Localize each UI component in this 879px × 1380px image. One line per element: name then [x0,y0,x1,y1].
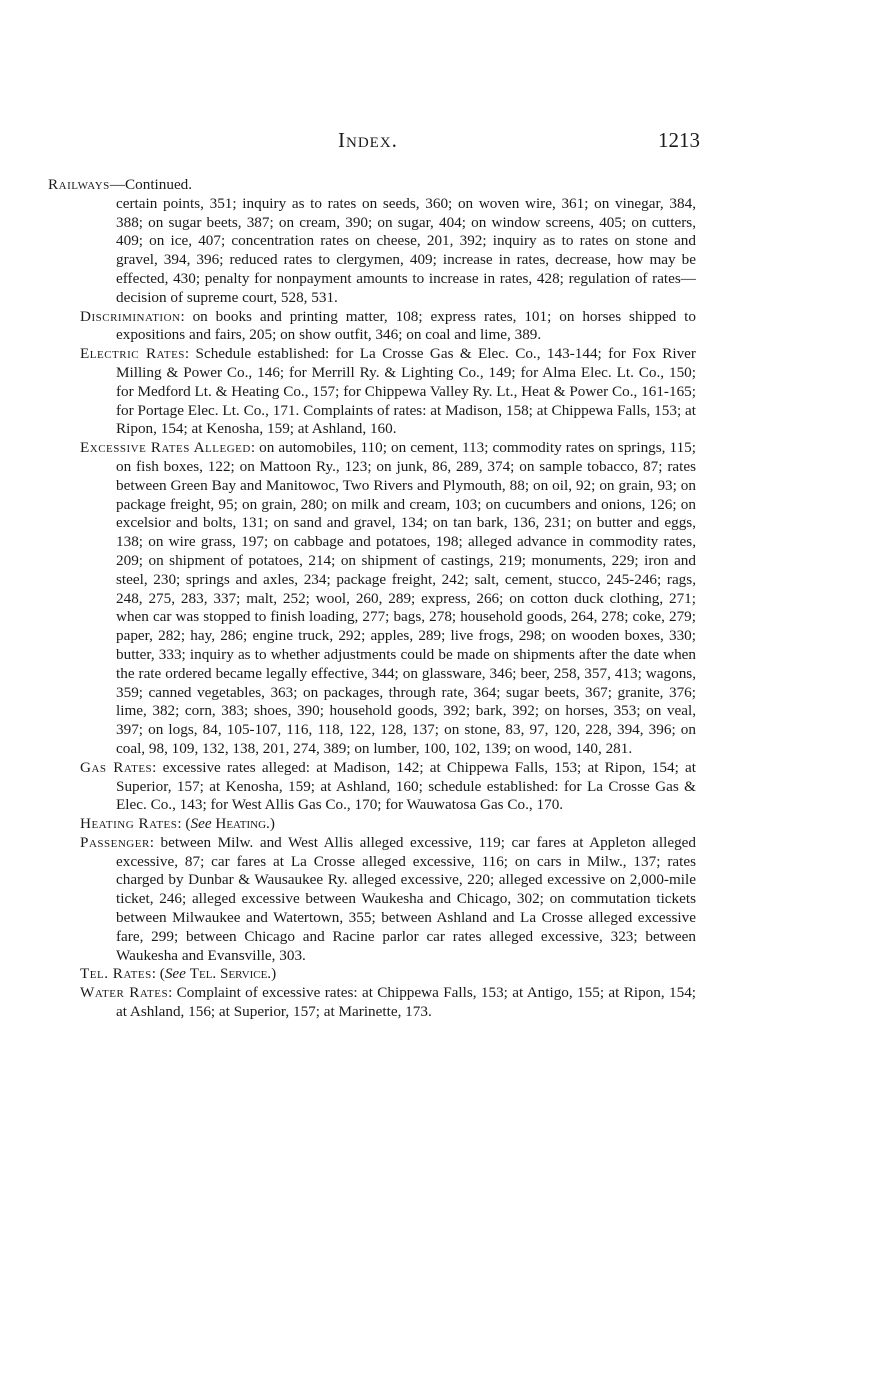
index-entry-discrimination [48,308,696,346]
entry-topic: Gas Rates [80,758,153,776]
see-reference-word: See [190,815,212,833]
see-reference-target: Tel. Service. [189,965,272,983]
page-number: 1213 [658,128,700,152]
entry-topic: Discrimination [80,307,181,325]
see-reference-word: See [164,965,186,983]
entry-text: : Complaint of excessive rates: at Chippewa Falls, 153; at Antigo, 155; at Ripon, 154; at Ashland, 156; at Superior, 157; at Marinette, 173. [116,984,697,1021]
entry-topic: Water Rates [80,984,169,1002]
entry-text: : Schedule established: for La Crosse Gas & Elec. Co., 143-144; for Fox River Milling & Power Co., 146; for Merrill Ry. & Lighting Co., 149; for Alma Elec. Lt. Co., 150; for Medford Lt. & Heating Co., 157; for Chippewa Valley Ry. Lt., Heat & Power Co., 161-165; for Portage Elec. Lt. Co., 171. Complaints of rates: at Madison, 158; at Chippewa Falls, 153; at Ripon, 154; at Kenosha, 159; at Ashland, 160. [116,345,696,438]
page-header [80,128,700,158]
section-heading [48,176,696,195]
index-entry-heating-rates: Heating Rates: (See Heating.) [80,815,275,833]
entry-text: : [151,965,156,983]
entry-text: : on books and printing matter, 108; express rates, 101; on horses shipped to expositions and fairs, 205; on show outfit, 346; on coal and lime, 389. [116,307,696,344]
index-entry-electric-rates [48,345,696,439]
section-heading-suffix: —Continued. [109,176,193,193]
index-entry-tel-rates: Tel. Rates: (See Tel. Service.) [80,965,277,983]
index-entry-gas-rates [48,759,696,815]
index-entry-passenger [48,834,696,966]
see-reference-target: Heating. [215,815,270,833]
entry-topic: Electric Rates [80,345,185,363]
section-heading-word: Railways [48,176,110,193]
entry-topic: Tel. Rates [80,965,152,983]
entry-topic: Heating Rates [80,815,178,833]
entry-topic: Passenger [80,833,150,851]
index-body [48,176,696,1022]
entry-text: : between Milw. and West Allis alleged excessive, 119; car fares at Appleton alleged excessive, 87; car fares at La Crosse alleged excessive, 116; on cars in Milw., 137; rates charged by Dunbar & Wausaukee Ry. alleged excessive, 220; alleged excessive on 2,000-mile ticket, 246; alleged excessive between Waukesha and Chicago, 302; on commutation tickets between Milwaukee and Watertown, 355; between Ashland and La Crosse alleged excessive fare, 299; between Chicago and Racine parlor car rates alleged excessive, 323; between Waukesha and Evansville, 303. [116,833,696,964]
continuation-text: certain points, 351; inquiry as to rates on seeds, 360; on woven wire, 361; on vinegar, 384, 388; on sugar beets, 387; on cream, 390; on sugar, 404; on window screens, 405; on cutters, 409; on ice, 407; concentration rates on cheese, 201, 392; inquiry as to rates on stone and gravel, 394, 396; reduced rates to clergymen, 409; increase in rates, decrease, how may be effected, 430; penalty for nonpayment amounts to increase in rates, 428; regulation of rates—decision of supreme court, 528, 531. [116,194,696,306]
entry-text: : on automobiles, 110; on cement, 113; commodity rates on springs, 115; on fish boxes, 122; on Mattoon Ry., 123; on junk, 86, 289, 374; on sample tobacco, 87; rates between Green Bay and Manitowoc, Two Rivers and Plymouth, 88; on oil, 92; on grain, 93; on package freight, 95; on grain, 280; on milk and cream, 103; on cucumbers and onions, 126; on excelsior and bolts, 131; on sand and gravel, 134; on tan bark, 136, 231; on butter and eggs, 138; on wire grass, 197; on cabbage and potatoes, 198; alleged advance in commodity rates, 209; on shipment of potatoes, 214; on shipment of castings, 219; monuments, 229; iron and steel, 230; springs and axles, 234; package freight, 242; salt, cement, stucco, 245-246; rags, 248, 275, 283, 337; malt, 252; wool, 260, 289; express, 266; on cotton duck clothing, 271; when car was stopped to finish loading, 277; bags, 278; household goods, 264, 278; coke, 279; paper, 282; hay, 286; engine truck, 292; apples, 289; live frogs, 298; on wooden boxes, 330; butter, 333; inquiry as to whether adjustments could be made on shipments after the date when the rate ordered became legally effective, 344; on glassware, 346; beer, 258, 357, 413; wagons, 359; canned vegetables, 363; on packages, through rate, 364; sugar beets, 367; granite, 376; lime, 382; corn, 383; shoes, 390; household goods, 392; bark, 392; on horses, 353; on veal, 397; on logs, 84, 105-107, 116, 118, 122, 128, 137; on stone, 83, 97, 120, 228, 394, 396; on coal, 98, 109, 132, 138, 201, 274, 389; on lumber, 100, 102, 139; on wood, 140, 281. [116,439,696,757]
entry-text: : excessive rates alleged: at Madison, 142; at Chippewa Falls, 153; at Ripon, 154; at Superior, 157; at Kenosha, 159; at Ashland, 160; schedule established: for La Crosse Gas & Elec. Co., 143; for West Allis Gas Co., 170; for Wauwatosa Gas Co., 170. [116,758,696,814]
page-title: Index. [338,128,398,152]
index-entry-water-rates [48,984,696,1022]
entry-text: : [177,815,182,833]
index-entry-excessive-rates-alleged [48,439,696,759]
entry-topic: Excessive Rates Alleged [80,439,251,457]
